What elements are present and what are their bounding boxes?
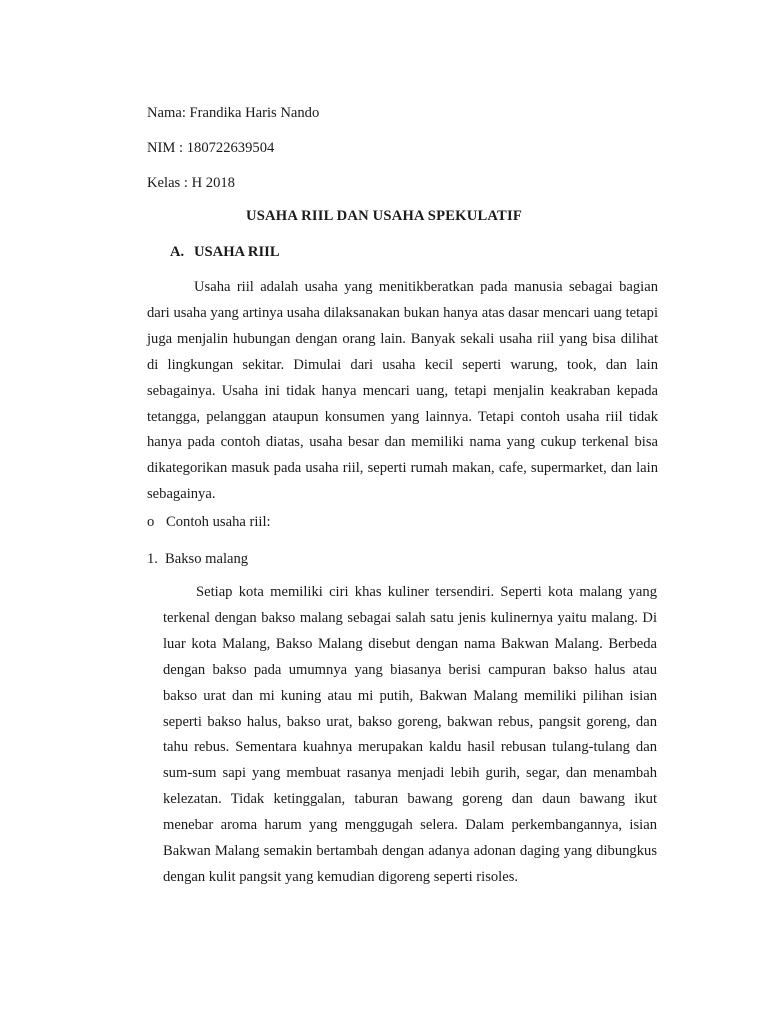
- bullet-contoh-usaha-riil: [147, 513, 271, 531]
- section-a-title: USAHA RIIL: [194, 244, 280, 260]
- section-a-heading: [170, 243, 280, 261]
- bullet-marker-icon: o: [147, 514, 155, 530]
- item-text: Bakso malang: [165, 551, 249, 567]
- document-title: USAHA RIIL DAN USAHA SPEKULATIF: [246, 208, 522, 224]
- item-number: 1.: [147, 551, 158, 567]
- bullet-text: Contoh usaha riil:: [166, 514, 271, 530]
- student-class-line: Kelas : H 2018: [147, 175, 235, 191]
- section-a-letter: A.: [170, 244, 185, 260]
- student-name-line: Nama: Frandika Haris Nando: [147, 105, 320, 121]
- numbered-item-1: [147, 550, 248, 568]
- paragraph-usaha-riil: Usaha riil adalah usaha yang menitikberatkan pada manusia sebagai bagian dari usaha yang artinya usaha dilaksanakan bukan hanya atas dasar mencari uang tetapi juga menjalin hubungan dengan orang lain. Banyak sekali usaha riil yang bisa dilihat di lingkungan sekitar. Dimulai dari usaha kecil seperti warung, took, dan lain sebagainya. Usaha ini tidak hanya mencari uang, tetapi menjalin keakraban kepada tetangga, pelanggan ataupun konsumen yang lainnya. Tetapi contoh usaha riil tidak hanya pada contoh diatas, usaha besar dan memiliki nama yang cukup terkenal bisa dikategorikan masuk pada usaha riil, seperti rumah makan, cafe, supermarket, dan lain sebagainya.: [147, 279, 658, 503]
- paragraph-bakso-malang: Setiap kota memiliki ciri khas kuliner tersendiri. Seperti kota malang yang terkenal dengan bakso malang sebagai salah satu jenis kulinernya yaitu malang. Di luar kota Malang, Bakso Malang disebut dengan nama Bakwan Malang. Berbeda dengan bakso pada umumnya yang biasanya berisi campuran bakso halus atau bakso urat dan mi kuning atau mi putih, Bakwan Malang memiliki pilihan isian seperti bakso halus, bakso urat, bakso goreng, bakwan rebus, pangsit goreng, dan tahu rebus. Sementara kuahnya merupakan kaldu hasil rebusan tulang-tulang dan sum-sum sapi yang membuat rasanya menjadi lebih gurih, segar, dan menambah kelezatan. Tidak ketinggalan, taburan bawang goreng dan daun bawang ikut menebar aroma harum yang menggugah selera. Dalam perkembangannya, isian Bakwan Malang semakin bertambah dengan adanya adonan daging yang dibungkus dengan kulit pangsit yang kemudian digoreng seperti risoles.: [163, 584, 657, 885]
- student-nim-line: NIM : 180722639504: [147, 140, 275, 156]
